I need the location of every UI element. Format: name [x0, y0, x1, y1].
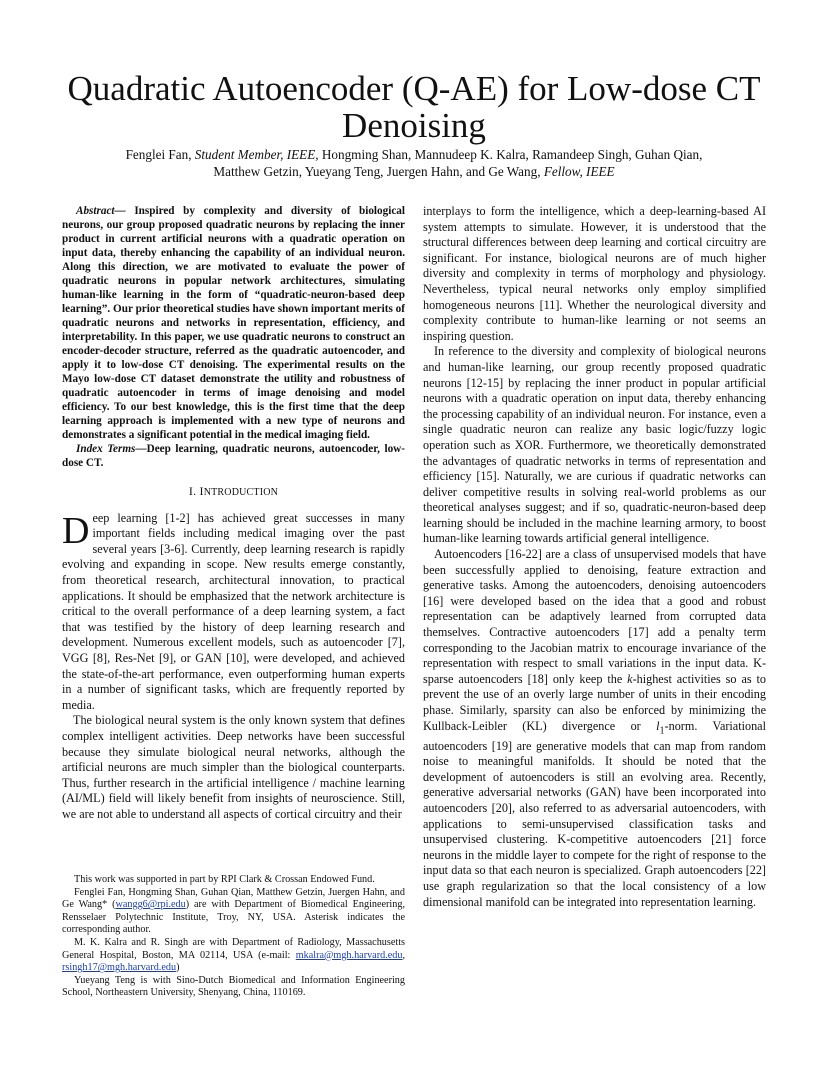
right-column [423, 204, 766, 910]
intro-paragraph-2: The biological neural system is the only known system that defines complex intelligent activities. Deep networks have been successful because they simulate biological neural networks, although the artificial neurons are much simpler than the biological counterparts. Thus, further research in the artificial intelligence / machine learning (AI/ML) field will likely benefit from insights of neuroscience. Still, we are not able to understand all aspects of cortical circuitry and their [62, 713, 405, 821]
email-link-singh[interactable]: rsingh17@mgh.harvard.edu [62, 962, 177, 974]
footnote-neu: Yueyang Teng is with Sino-Dutch Biomedical and Information Engineering School, Northeastern University, Shenyang, China, 110169. [62, 974, 405, 999]
section-initial: I [199, 484, 204, 498]
footnote-mgh-sep: , [402, 949, 405, 961]
author-list [60, 146, 768, 180]
intro-paragraph-1-text: eep learning [1-2] has achieved great successes in many important fields including medical imaging over the past several years [3-6]. Currently, deep learning research is rapidly evolving and expanding in scope. New results emerge constantly, from theoretical research, architectural innovation, to practical applications. It should be emphasized that the network architecture is critical to the overall performance of a deep learning system, a fact that was testified by the history of deep learning research and development. Numerous excellent models, such as autoencoder [7], VGG [8], Res-Net [9], or GAN [10], were developed, and achieved the state-of-the-art performance, even outperforming human experts in a number of significant tasks, which are frequently reported by media. [62, 510, 405, 712]
footnote-rpi-b: ) are with Department of Biomedical Engineering, Rensselaer Polytechnic Institute, Troy, NY, USA. Asterisk indicates the corresponding author. [62, 899, 405, 936]
footnote-mgh-b: ) [176, 962, 180, 974]
footnote-mgh [62, 937, 405, 975]
abstract-label: Abstract— [76, 205, 126, 217]
footnote-rpi-a: Fenglei Fan, Hongming Shan, Guhan Qian, Matthew Getzin, Juergen Hahn, and Ge Wang* ( [62, 886, 405, 911]
paper-title: Quadratic Autoencoder (Q-AE) for Low-dose CT Denoising [67, 69, 761, 145]
email-link-kalra[interactable]: mkalra@mgh.harvard.edu [295, 949, 403, 961]
right-paragraph-1: interplays to form the intelligence, which a deep-learning-based AI system attempts to simulate. However, it is understood that the structural differences between deep learning and cortical circuitry are significant. For instance, biological neurons are of much higher diversity and complexity in terms of morphology and physiology. Nevertheless, typical neural networks only employ simplified homogeneous neurons [11]. Whether the neurological diversity and complexity contribute to human-like learning or not seems an inspiring question. [423, 204, 766, 343]
intro-paragraph-1 [62, 511, 405, 714]
authors-line-1 [60, 146, 768, 163]
section-number: I. [188, 484, 200, 498]
right-paragraph-3 [423, 547, 766, 910]
author-fan: Fenglei Fan, Student Member, IEEE, Hongming Shan, Mannudeep K. Kalra, Ramandeep Singh, Guhan Qian, [125, 147, 703, 162]
k-variable: k [627, 671, 633, 686]
author-wang: Matthew Getzin, Yueyang Teng, Juergen Hahn, and Ge Wang, Fellow, IEEE [213, 164, 615, 179]
right-p3-part-b: -highest activities so as to prevent the use of an overly large number of units in their encoding phase. Similarly, sparsity can also be enforced by minimizing the Kullback-Leibler (KL) divergence or [423, 671, 766, 733]
footnotes [62, 874, 405, 1000]
email-link-wang[interactable]: wangg6@rpi.edu [115, 899, 186, 911]
section-rest: NTRODUCTION [203, 487, 279, 498]
l-variable: l [656, 718, 660, 733]
abstract-text: Inspired by complexity and diversity of biological neurons, our group proposed quadratic neurons by replacing the inner product in current artificial neurons with a quadratic operation on input data, thereby enhancing the capability of an individual neuron. Along this direction, we are motivated to evaluate the power of quadratic neurons in popular network architectures, simulating human-like learning in the form of “quadratic-neuron-based deep learning”. Our prior theoretical studies have shown important merits of quadratic neurons and networks in representation, efficiency, and interpretability. In this paper, we use quadratic neurons to construct an encoder-decoder structure, referred as the quadratic autoencoder, and apply it to low-dose CT denoising. The experimental results on the Mayo low-dose CT dataset demonstrate the utility and robustness of quadratic autoencoder in terms of image denoising and model efficiency. To our best knowledge, this is the first time that the deep learning approach is implemented with a new type of neurons and demonstrates a significant potential in the medical imaging field. [62, 205, 405, 441]
l-subscript: 1 [659, 725, 665, 737]
authors-line-2 [60, 163, 768, 180]
right-p3-part-c: -norm. Variational autoencoders [19] are generative models that can map from random noise to meaningful manifolds. It should be noted that the development of autoencoders is still an evolving area. Recently, generative adversarial networks (GAN) have been incorporated into autoencoders [20], also referred to as adversarial autoencoders, with applications to semi-unsupervised classification tasks and unsupervised clustering. K-competitive autoencoders [21] force neurons in the middle layer to compete for the right of response to the input data so that each neuron is specialized. Graph autoencoders [22] use graph regularization so that the local consistency of a low dimensional manifold can be integrated into representation learning. [423, 718, 766, 909]
abstract [62, 204, 405, 442]
section-heading-introduction [62, 484, 405, 501]
right-p3-part-a: Autoencoders [16-22] are a class of unsupervised models that have been successfully applied to denoising, feature extraction and generative tasks. Among the autoencoders, denoising autoencoders [16] were developed based on the idea that a good and robust representation can be adaptively learned from corrupted data themselves. Contractive autoencoders [17] add a penalty term corresponding to the Jacobian matrix to encourage invariance of the representation with respect to small variations in the input data. K-sparse autoencoders [18] only keep the [423, 547, 766, 686]
index-terms-text: —Deep learning, quadratic neurons, autoencoder, low-dose CT. [62, 443, 405, 469]
dropcap-letter: D [62, 509, 90, 552]
footnote-rpi [62, 887, 405, 937]
left-column [62, 204, 405, 822]
index-terms [62, 442, 405, 470]
index-terms-label: Index Terms [76, 443, 136, 455]
footnote-funding: This work was supported in part by RPI Clark & Crossan Endowed Fund. [74, 874, 375, 885]
footnote-mgh-a: M. K. Kalra and R. Singh are with Department of Radiology, Massachusetts General Hospital, Boston, MA 02114, USA (e-mail: [62, 936, 405, 961]
right-paragraph-2: In reference to the diversity and complexity of biological neurons and human-like learning, our group recently proposed quadratic neurons [12-15] by replacing the inner product in popular artificial neurons with a quadratic operation on input data, thereby enhancing the processing capability of an individual neuron. For instance, even a single quadratic neuron can realize any basic logic/fuzzy logic operation such as XOR. Furthermore, we theoretically demonstrated the advantages of quadratic networks in terms of representation and efficiency [15]. Naturally, we are curious if quadratic networks can deliver competitive results in solving real-world problems as our theoretical analyses suggest; and if so, quadratic-neuron-based deep learning should be included in the machine learning armory, to boost human-like learning towards artificial general intelligence. [423, 344, 766, 546]
